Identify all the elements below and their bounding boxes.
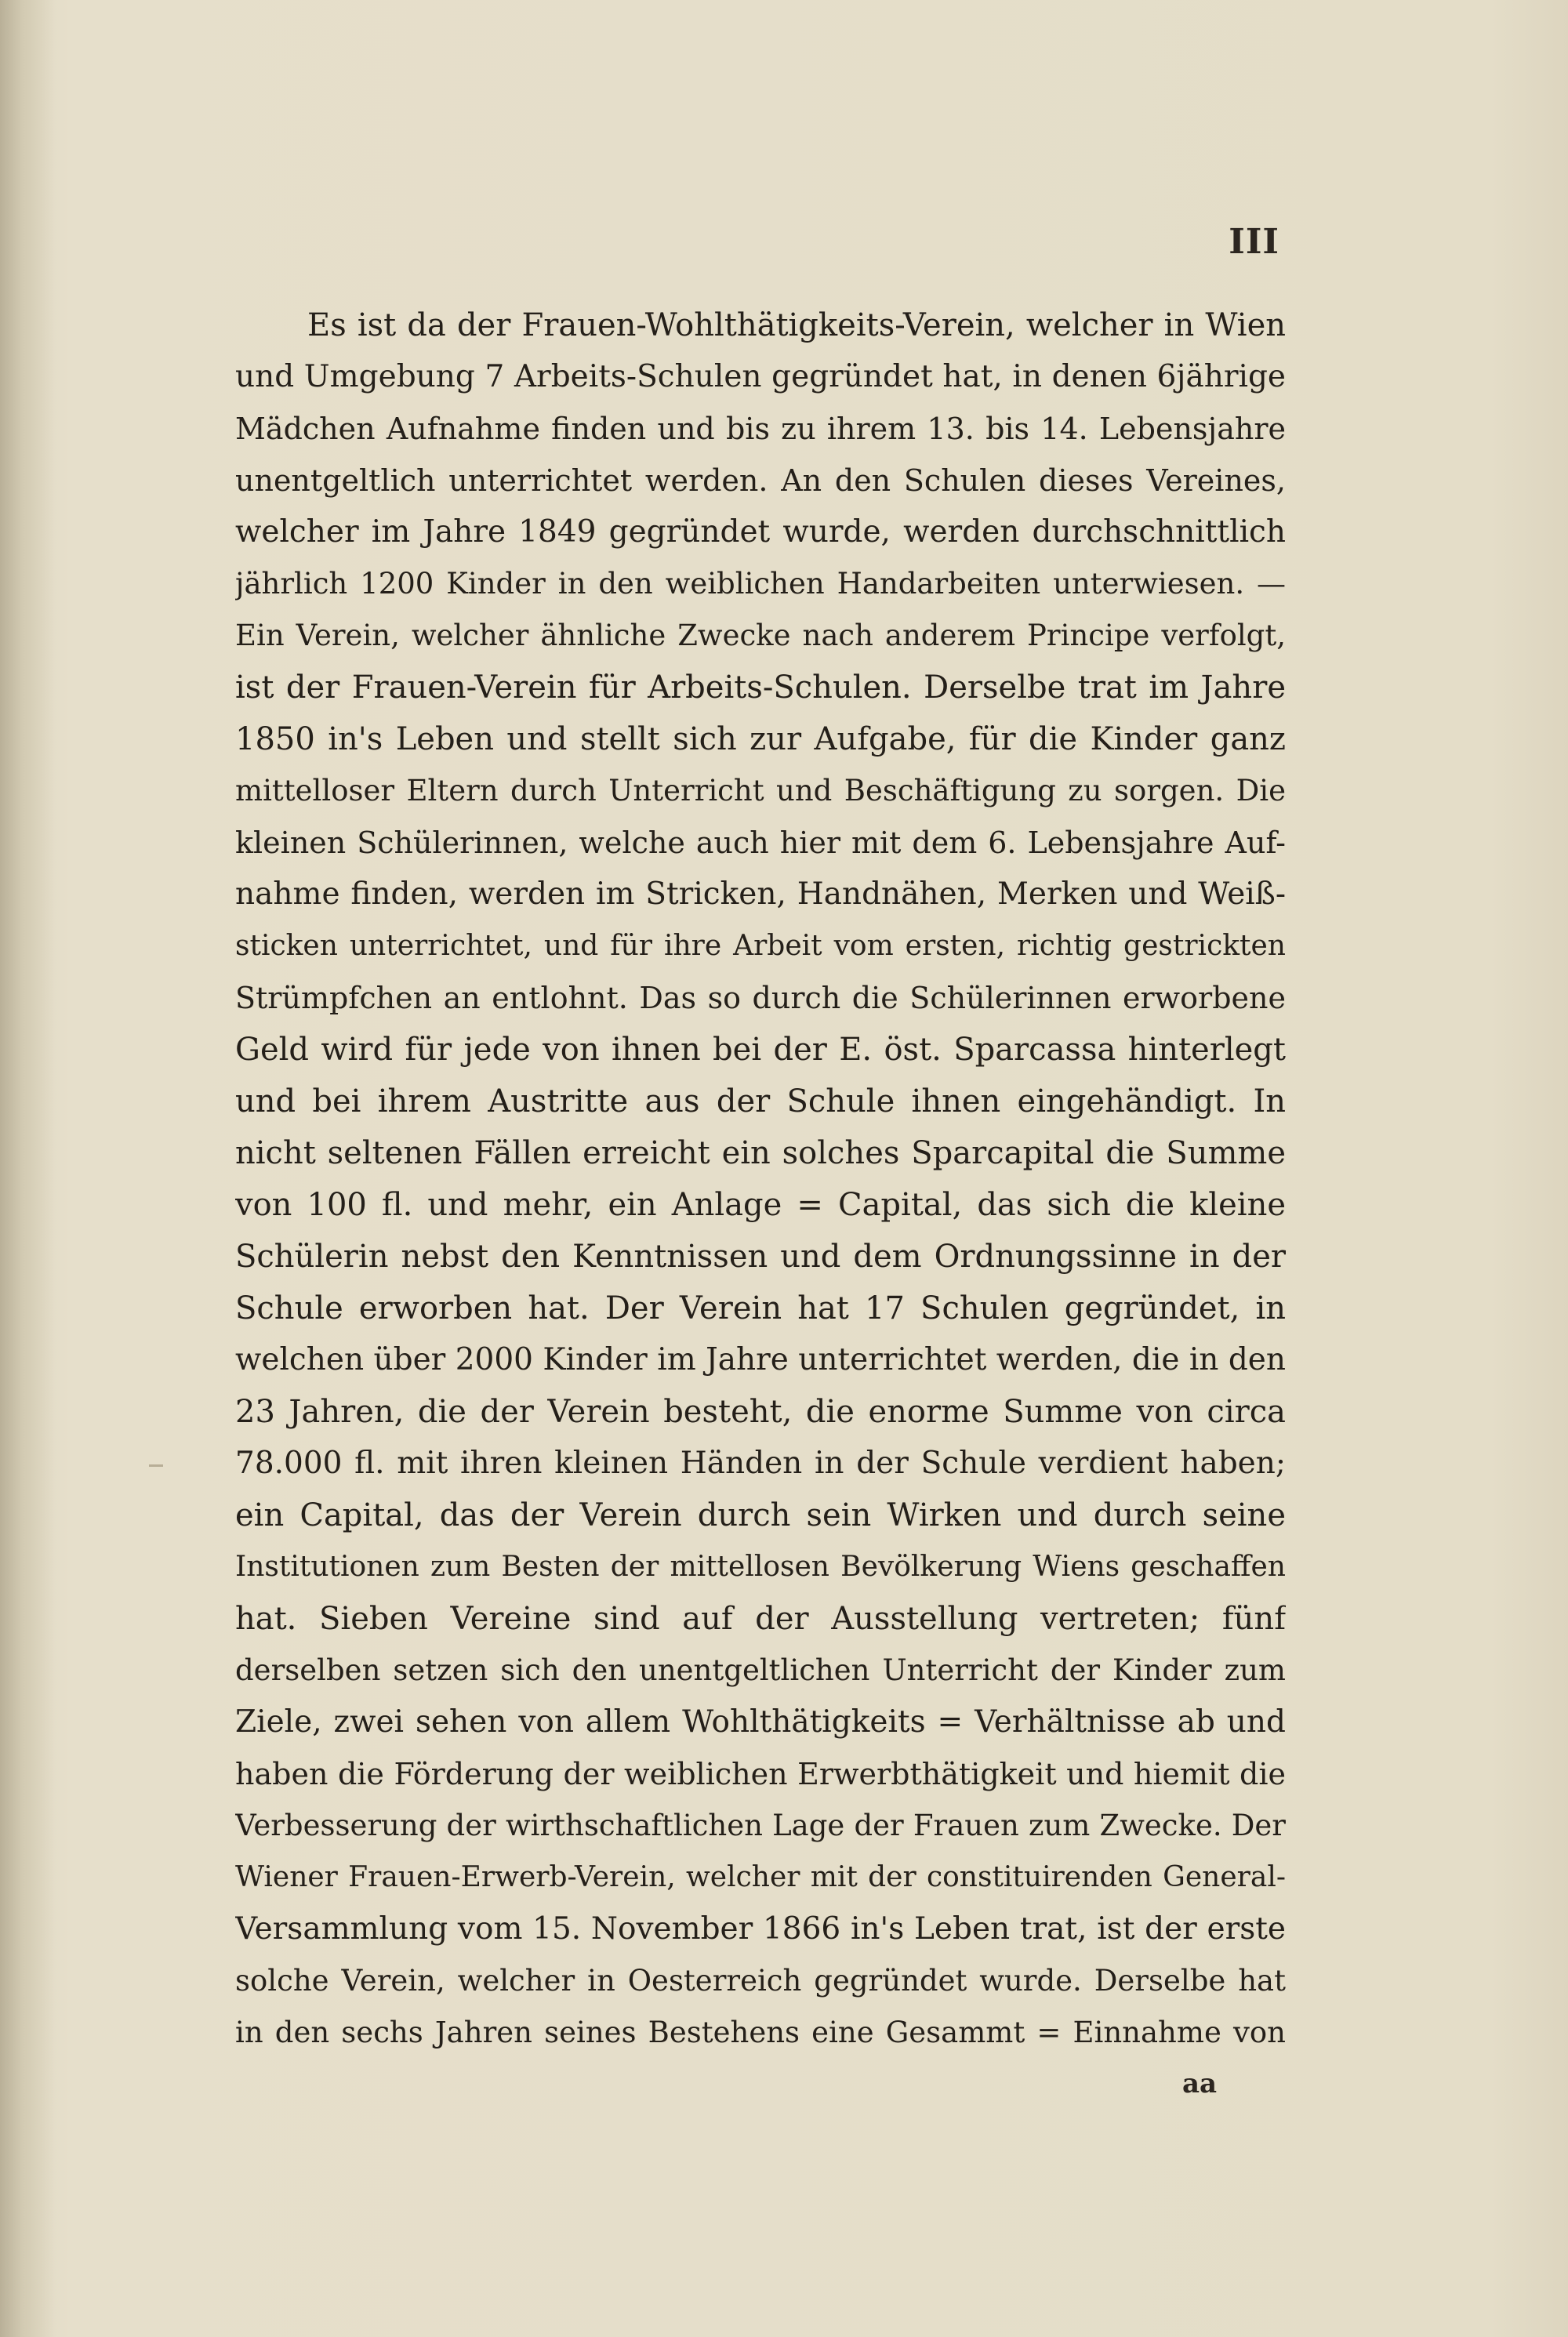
- text-line: Schülerin nebst den Kenntnissen und dem Ordnungssinne in der: [235, 1239, 1286, 1275]
- text-line: welchen über 2000 Kinder im Jahre unterrichtet werden, die in den: [235, 1342, 1286, 1377]
- text-line: 1850 in's Leben und stellt sich zur Aufgabe, für die Kinder ganz: [235, 721, 1286, 757]
- text-line: 78.000 fl. mit ihren kleinen Händen in der Schule verdient haben;: [235, 1446, 1286, 1481]
- text-line: hat. Sieben Vereine sind auf der Ausstellung vertreten; fünf: [235, 1601, 1286, 1637]
- text-line: Verbesserung der wirthschaftlichen Lage der Frauen zum Zwecke. Der: [235, 1809, 1286, 1842]
- text-line: sticken unterrichtet, und für ihre Arbeit vom ersten, richtig gestrickten: [235, 930, 1286, 962]
- text-line: Schule erworben hat. Der Verein hat 17 Schulen gegründet, in: [235, 1290, 1286, 1326]
- text-line: ein Capital, das der Verein durch sein Wirken und durch seine: [235, 1497, 1286, 1533]
- text-line: jährlich 1200 Kinder in den weiblichen Handarbeiten unterwiesen. —: [235, 567, 1286, 601]
- signature-mark: aa: [1181, 2068, 1217, 2099]
- text-line: Wiener Frauen-Erwerb-Verein, welcher mit der constituirenden General-: [235, 1861, 1286, 1893]
- text-line: und bei ihrem Austritte aus der Schule ihnen eingehändigt. In: [235, 1083, 1286, 1120]
- text-line: ist der Frauen-Verein für Arbeits-Schulen. Derselbe trat im Jahre: [235, 670, 1286, 706]
- text-line: unentgeltlich unterrichtet werden. An den Schulen dieses Vereines,: [235, 463, 1286, 498]
- body-text: [235, 299, 1286, 2059]
- text-line: Geld wird für jede von ihnen bei der E. öst. Sparcassa hinterlegt: [235, 1032, 1286, 1068]
- text-line: Versammlung vom 15. November 1866 in's Leben trat, ist der erste: [235, 1911, 1286, 1947]
- text-line: Mädchen Aufnahme finden und bis zu ihrem 13. bis 14. Lebensjahre: [235, 412, 1286, 446]
- text-line: Strümpfchen an entlohnt. Das so durch die Schülerinnen erworbene: [235, 981, 1286, 1015]
- text-line: nicht seltenen Fällen erreicht ein solches Sparcapital die Summe: [235, 1135, 1286, 1171]
- text-line: mittelloser Eltern durch Unterricht und Beschäftigung zu sorgen. Die: [235, 774, 1286, 807]
- text-line: in den sechs Jahren seines Bestehens eine Gesammt = Einnahme von: [235, 2016, 1286, 2049]
- text-line: welcher im Jahre 1849 gegründet wurde, werden durchschnittlich: [235, 514, 1286, 550]
- text-line: und Umgebung 7 Arbeits-Schulen gegründet hat, in denen 6jährige: [235, 359, 1286, 394]
- text-line: haben die Förderung der weiblichen Erwerbthätigkeit und hiemit die: [235, 1757, 1286, 1791]
- margin-mark: [149, 1464, 163, 1467]
- text-line: kleinen Schülerinnen, welche auch hier mit dem 6. Lebensjahre Auf-: [235, 826, 1286, 860]
- text-line: solche Verein, welcher in Oesterreich gegründet wurde. Derselbe hat: [235, 1964, 1286, 1998]
- text-line: nahme finden, werden im Stricken, Handnähen, Merken und Weiß-: [235, 876, 1286, 912]
- text-line: Institutionen zum Besten der mittellosen Bevölkerung Wiens geschaffen: [235, 1551, 1286, 1583]
- text-line: Ziele, zwei sehen von allem Wohlthätigkeits = Verhältnisse ab und: [235, 1704, 1286, 1740]
- binding-edge: [0, 0, 55, 2337]
- text-line: derselben setzen sich den unentgeltlichen Unterricht der Kinder zum: [235, 1653, 1286, 1687]
- page-number: III: [1229, 222, 1279, 262]
- text-line: von 100 fl. und mehr, ein Anlage = Capital, das sich die kleine: [235, 1187, 1286, 1223]
- text-line: 23 Jahren, die der Verein besteht, die enorme Summe von circa: [235, 1394, 1286, 1430]
- text-line: Ein Verein, welcher ähnliche Zwecke nach anderem Principe verfolgt,: [235, 619, 1286, 652]
- text-line: Es ist da der Frauen-Wohlthätigkeits-Verein, welcher in Wien: [307, 307, 1286, 343]
